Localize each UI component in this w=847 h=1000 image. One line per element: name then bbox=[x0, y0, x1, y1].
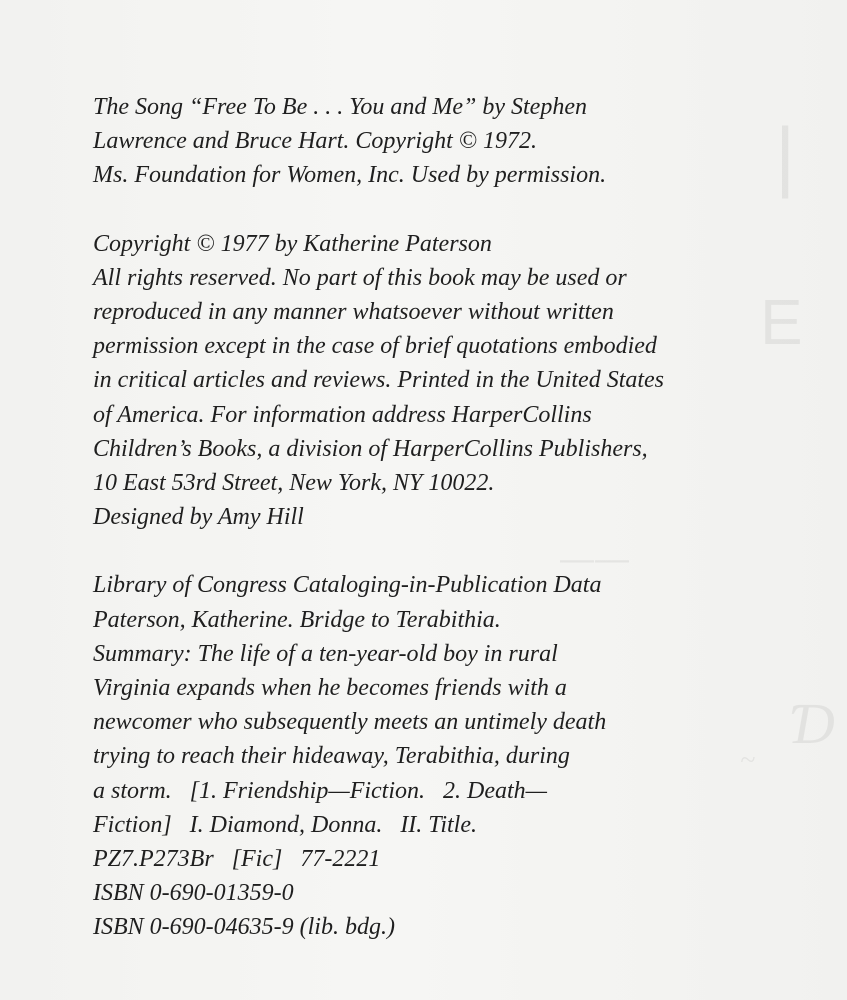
show-through-shadow: | bbox=[775, 111, 796, 199]
text-line: trying to reach their hideaway, Terabithia, during bbox=[93, 743, 570, 770]
text-line: Summary: The life of a ten-year-old boy in rural bbox=[93, 640, 558, 667]
show-through-shadow: ~ bbox=[740, 745, 756, 776]
permission-credit-block bbox=[93, 90, 773, 193]
show-through-shadow: —— bbox=[560, 540, 630, 578]
text-line: newcomer who subsequently meets an untimely death bbox=[93, 709, 607, 736]
text-line: PZ7.P273Br [Fic] 77-2221 bbox=[93, 846, 381, 873]
text-line: Fiction] I. Diamond, Donna. II. Title. bbox=[93, 811, 477, 838]
text-line: of America. For information address HarperCollins bbox=[93, 401, 592, 428]
text-line: permission except in the case of brief quotations embodied bbox=[93, 333, 657, 360]
text-line: ISBN 0-690-04635-9 (lib. bdg.) bbox=[93, 914, 395, 941]
text-line: in critical articles and reviews. Printed in the United States bbox=[93, 367, 665, 394]
text-line: Library of Congress Cataloging-in-Publication Data bbox=[93, 572, 602, 599]
text-line: Ms. Foundation for Women, Inc. Used by permission. bbox=[93, 162, 607, 189]
text-line: reproduced in any manner whatsoever without written bbox=[93, 299, 614, 326]
text-line: 10 East 53rd Street, New York, NY 10022. bbox=[93, 470, 495, 497]
cataloging-data-block bbox=[93, 568, 773, 944]
text-line: Lawrence and Bruce Hart. Copyright © 1972. bbox=[93, 128, 537, 155]
show-through-shadow: E bbox=[760, 286, 803, 358]
text-line: Paterson, Katherine. Bridge to Terabithia. bbox=[93, 606, 501, 633]
copyright-notice-block bbox=[93, 227, 773, 535]
text-line: Children’s Books, a division of HarperCollins Publishers, bbox=[93, 435, 648, 462]
text-line: The Song “Free To Be . . . You and Me” by Stephen bbox=[93, 94, 587, 120]
text-line: Copyright © 1977 by Katherine Paterson bbox=[93, 230, 492, 257]
text-line: Designed by Amy Hill bbox=[93, 504, 304, 531]
text-line: ISBN 0-690-01359-0 bbox=[93, 880, 294, 907]
copyright-text bbox=[93, 90, 773, 945]
text-line: All rights reserved. No part of this book may be used or bbox=[93, 264, 627, 291]
text-line: Virginia expands when he becomes friends with a bbox=[93, 675, 567, 702]
show-through-shadow: Ɗ bbox=[790, 691, 836, 756]
text-line: a storm. [1. Friendship—Fiction. 2. Death— bbox=[93, 777, 547, 804]
